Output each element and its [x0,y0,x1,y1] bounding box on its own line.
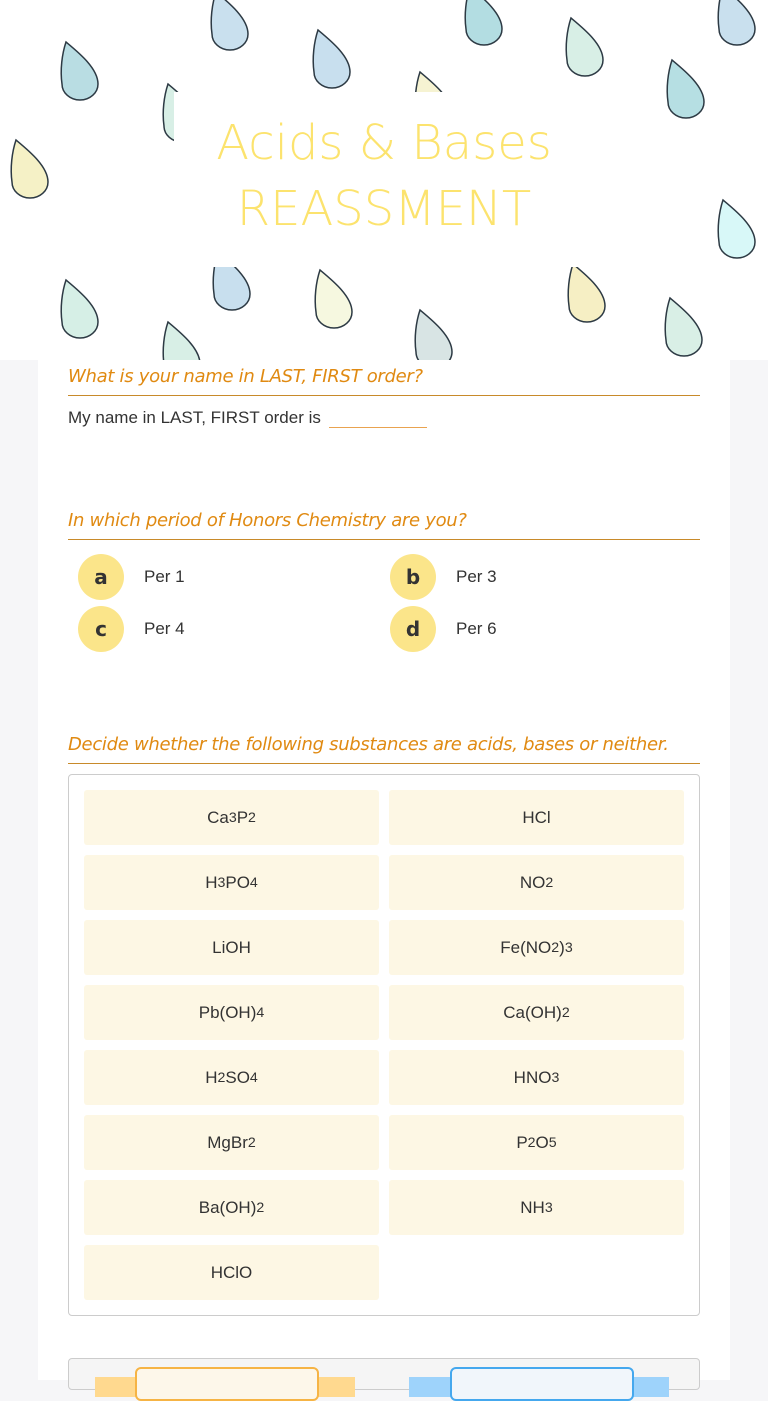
formula-text: P [516,1132,528,1152]
formula-text: Fe(NO [500,937,552,957]
name-input[interactable] [329,409,427,428]
formula-text: Ca [207,807,229,827]
question-title: Decide whether the following substances are acids, bases or neither. [68,734,700,764]
subscript: 2 [551,939,560,956]
raindrop-icon [208,0,252,52]
formula-text: HNO [513,1067,552,1087]
raindrop-icon [8,138,52,200]
raindrop-icon [58,40,102,102]
raindrop-icon [662,296,706,358]
title-line-1: Acids & Bases [216,115,552,171]
raindrop-icon [563,16,607,78]
category-bins [68,1358,700,1390]
formula-text: H [205,872,218,892]
question-name [68,366,700,428]
formula-tile[interactable] [84,1245,379,1300]
subscript: 3 [544,1199,553,1216]
question-period [68,510,700,652]
subscript: 2 [527,1134,536,1151]
question-title: What is your name in LAST, FIRST order? [68,366,700,396]
raindrop-icon [412,308,456,360]
formula-text: O [535,1132,549,1152]
formula-text: MgBr [207,1132,248,1152]
raindrop-icon [310,28,354,90]
formula-text: P [236,807,249,827]
formula-tile[interactable] [389,985,684,1040]
formula-text: SO [225,1067,250,1087]
subscript: 5 [548,1134,557,1151]
formula-tile[interactable] [84,855,379,910]
subscript: 2 [256,1199,265,1216]
acid-bin[interactable] [135,1367,319,1401]
option-letter-badge: a [78,554,124,600]
subscript: 4 [249,874,258,891]
formula-tile[interactable] [389,1115,684,1170]
option-c[interactable] [78,606,390,652]
option-label: Per 6 [456,619,497,638]
draggable-items-pool [68,774,700,1316]
worksheet-title [174,92,594,267]
raindrop-icon [664,58,708,120]
formula-text: H [205,1067,218,1087]
option-label: Per 4 [144,619,185,638]
raindrop-icon [715,198,759,260]
subscript: 3 [564,939,573,956]
option-b[interactable] [390,554,702,600]
raindrop-icon [160,320,204,360]
name-prompt: My name in LAST, FIRST order is [68,408,321,427]
subscript: 4 [256,1004,265,1021]
raindrop-icon [715,0,759,47]
formula-text: LiOH [212,937,251,957]
formula-tile[interactable] [389,1180,684,1235]
subscript: 3 [228,809,237,826]
option-letter-badge: c [78,606,124,652]
option-a[interactable] [78,554,390,600]
formula-tile[interactable] [84,920,379,975]
worksheet-card [38,360,730,1380]
subscript: 2 [217,1069,226,1086]
formula-tile[interactable] [84,1115,379,1170]
formula-text: NH [520,1197,545,1217]
formula-tile[interactable] [389,855,684,910]
formula-text: NO [519,872,546,892]
option-label: Per 3 [456,567,497,586]
formula-tile[interactable] [389,1050,684,1105]
subscript: 2 [545,874,554,891]
subscript: 2 [247,1134,256,1151]
subscript: 2 [561,1004,570,1021]
subscript: 2 [248,809,256,826]
option-letter-badge: b [390,554,436,600]
formula-tile[interactable] [389,920,684,975]
option-letter-badge: d [390,606,436,652]
formula-text: ) [559,937,565,957]
header-banner [0,0,768,360]
formula-tile[interactable] [84,1180,379,1235]
formula-text: HCl [522,807,551,827]
raindrop-icon [462,0,506,47]
formula-text: PO [225,872,250,892]
raindrop-icon [312,268,356,330]
question-title: In which period of Honors Chemistry are you? [68,510,700,540]
option-d[interactable] [390,606,702,652]
formula-tile[interactable] [389,790,684,845]
formula-text: Ba(OH) [198,1197,257,1217]
formula-text: Pb(OH) [198,1002,257,1022]
formula-text: Ca(OH) [503,1002,562,1022]
subscript: 3 [551,1069,560,1086]
subscript: 4 [249,1069,258,1086]
question-classify [68,734,700,1316]
raindrop-icon [58,278,102,340]
option-label: Per 1 [144,567,185,586]
formula-text: HClO [210,1262,253,1282]
raindrop-icon [565,262,609,324]
formula-tile[interactable] [84,985,379,1040]
formula-tile[interactable] [84,1050,379,1105]
base-bin[interactable] [450,1367,634,1401]
formula-tile[interactable] [84,790,379,845]
subscript: 3 [217,874,226,891]
title-line-2: REASSMENT [236,181,532,237]
